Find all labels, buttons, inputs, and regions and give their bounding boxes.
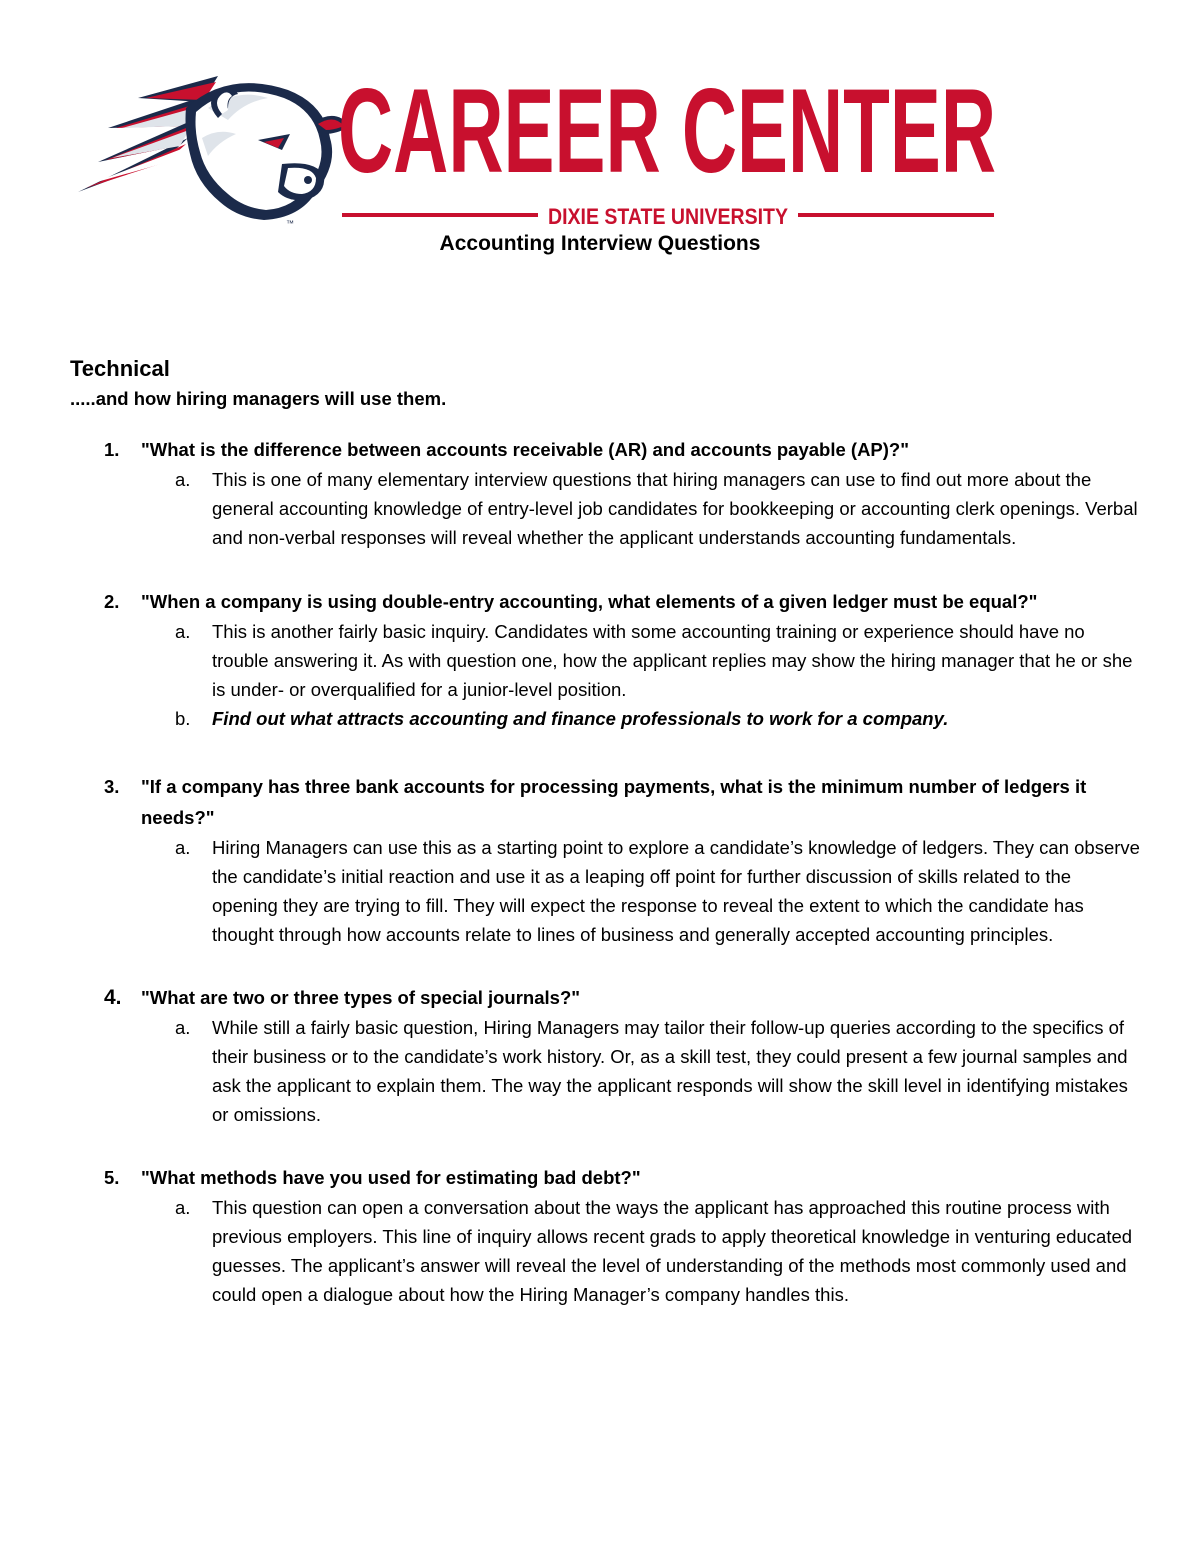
answer-letter: a. <box>175 837 191 858</box>
question-heading <box>70 434 1140 465</box>
subtitle-rule-right <box>798 213 994 217</box>
answer-text: While still a fairly basic question, Hiring Managers may tailor their follow-up queries according to the specifics of their business or to the candidate’s work history. Or, as a skill test, they could present a few journal samples and ask the applicant to explain them. The way the applicant responds will show the skill level in identifying mistakes or omissions. <box>212 1017 1128 1125</box>
bison-mascot-icon <box>68 68 368 228</box>
answer-letter: b. <box>175 708 191 729</box>
answer-list <box>70 833 1140 949</box>
answer-text: This is another fairly basic inquiry. Candidates with some accounting training or experience should have no trouble answering it. As with question one, how the applicant replies may show the hiring manager that he or she is under- or overqualified for a junior-level position. <box>212 621 1133 700</box>
question-heading <box>70 1162 1140 1193</box>
answer-text: This is one of many elementary interview questions that hiring managers can use to find out more about the general accounting knowledge of entry-level job candidates for bookkeeping or accounting clerk openings. Verbal and non-verbal responses will reveal whether the applicant understands accounting fundamentals. <box>212 469 1138 548</box>
question-item <box>70 771 1140 949</box>
question-text: "What is the difference between accounts receivable (AR) and accounts payable (AP)?" <box>141 439 910 460</box>
answer-text: Find out what attracts accounting and finance professionals to work for a company. <box>212 708 949 729</box>
answer-item <box>70 1193 1140 1309</box>
brand-subtitle-text: DIXIE STATE UNIVERSITY <box>548 204 789 229</box>
question-text: "What methods have you used for estimating bad debt?" <box>141 1167 641 1188</box>
question-number: 1. <box>104 439 120 460</box>
question-item <box>70 982 1140 1129</box>
answer-item <box>70 465 1140 552</box>
section-subtitle: .....and how hiring managers will use them. <box>70 388 447 409</box>
answer-list <box>70 1013 1140 1129</box>
document-body <box>70 352 1140 1309</box>
question-text: "If a company has three bank accounts for processing payments, what is the minimum number of ledgers it needs?" <box>141 776 1087 828</box>
question-heading <box>70 982 1140 1013</box>
question-item <box>70 586 1140 733</box>
subtitle-rule-left <box>342 213 538 217</box>
question-heading <box>70 586 1140 617</box>
answer-text: This question can open a conversation about the ways the applicant has approached this routine process with previous employers. This line of inquiry allows recent grads to apply theoretical knowledge in venturing educated guesses. The applicant’s answer will reveal the level of understanding of the methods most commonly used and could open a dialogue about how the Hiring Manager’s company handles this. <box>212 1197 1133 1305</box>
question-number: 4. <box>104 986 122 1009</box>
brand-title <box>338 72 998 188</box>
answer-letter: a. <box>175 1197 191 1218</box>
answer-letter: a. <box>175 469 191 490</box>
brand-subtitle <box>338 198 998 232</box>
question-number: 3. <box>104 776 120 797</box>
document-title: Accounting Interview Questions <box>439 232 761 255</box>
answer-list <box>70 617 1140 733</box>
question-text: "When a company is using double-entry accounting, what elements of a given ledger must be equal?" <box>141 591 1038 612</box>
question-number: 2. <box>104 591 120 612</box>
question-number: 5. <box>104 1167 120 1188</box>
career-center-logo <box>60 68 1000 238</box>
answer-list <box>70 1193 1140 1309</box>
answer-item <box>70 1013 1140 1129</box>
answer-item <box>70 617 1140 704</box>
answer-letter: a. <box>175 1017 191 1038</box>
brand-title-text: CAREER CENTER <box>338 72 996 188</box>
answer-item <box>70 833 1140 949</box>
trademark-symbol: ™ <box>286 219 294 228</box>
answer-text: Hiring Managers can use this as a starting point to explore a candidate’s knowledge of ledgers. They can observe the candidate’s initial reaction and use it as a leaping off point for further discussion of skills related to the opening they are trying to fill. They will expect the response to reveal the extent to which the candidate has thought through how accounts relate to lines of business and generally accepted accounting principles. <box>212 837 1140 945</box>
answer-item <box>70 704 1140 733</box>
answer-letter: a. <box>175 621 191 642</box>
question-item <box>70 1162 1140 1309</box>
answer-list <box>70 465 1140 552</box>
question-text: "What are two or three types of special journals?" <box>141 987 581 1008</box>
question-item <box>70 434 1140 552</box>
section-title: Technical <box>70 356 170 381</box>
question-heading <box>70 771 1140 833</box>
